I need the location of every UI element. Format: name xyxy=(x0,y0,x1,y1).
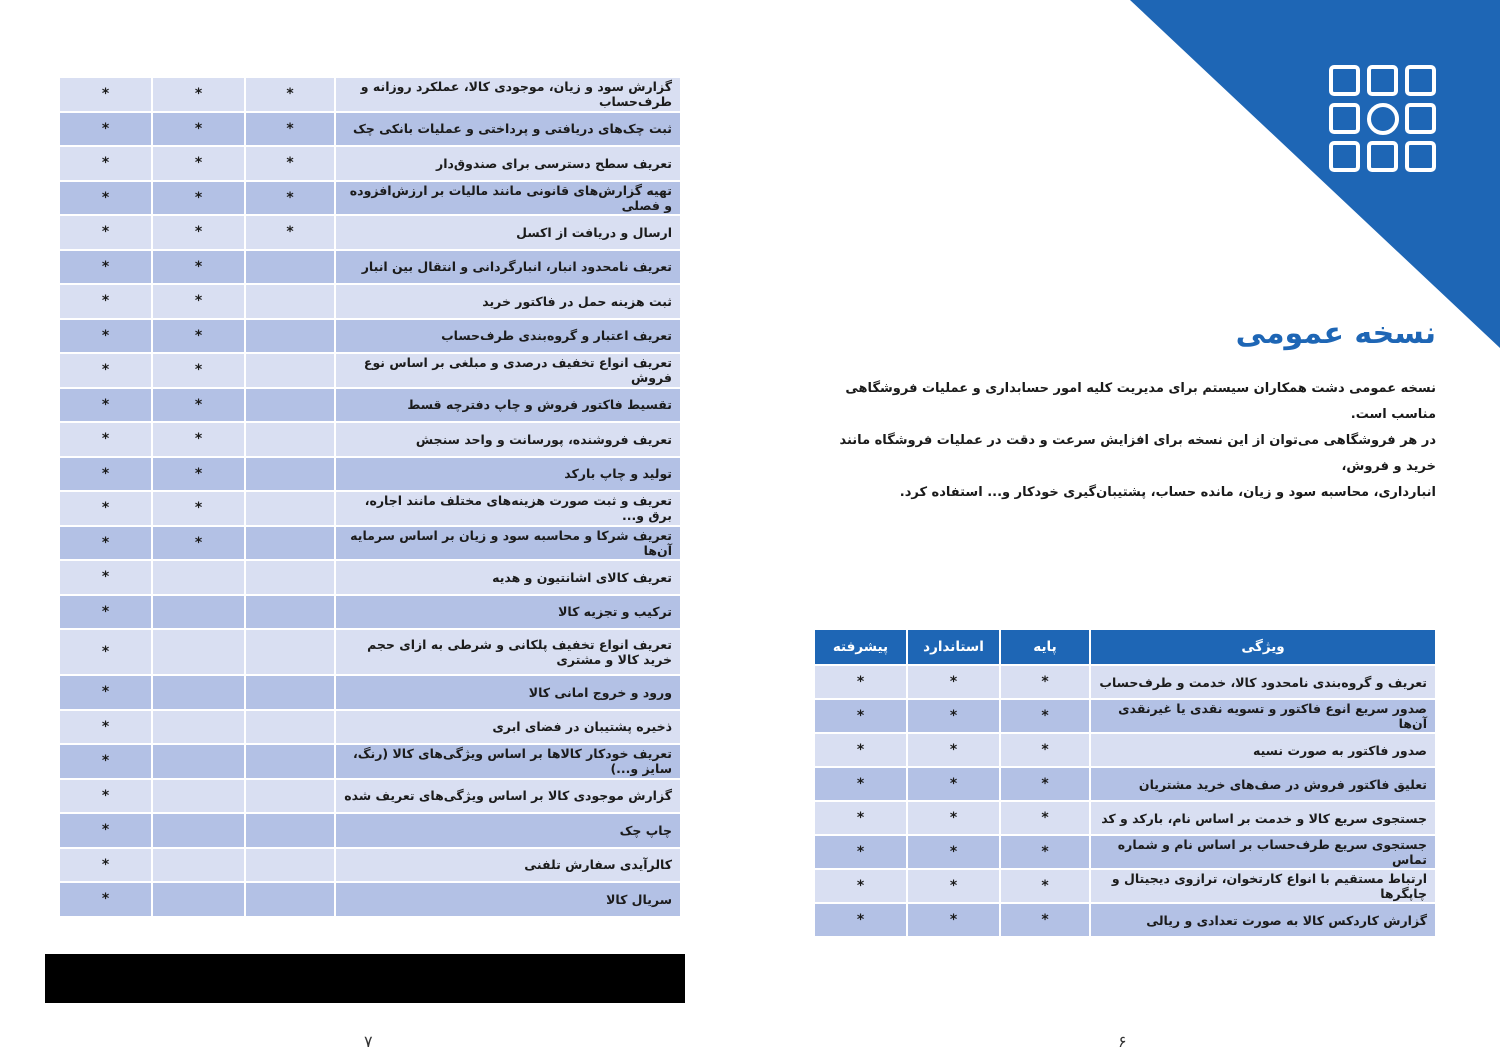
feature-cell: تعریف انواع تخفیف درصدی و مبلغی بر اساس نوع فروش xyxy=(335,353,681,388)
advanced-cell: * xyxy=(59,353,152,388)
table-row xyxy=(59,215,681,250)
standard-cell: * xyxy=(152,112,245,147)
advanced-cell: * xyxy=(59,491,152,526)
advanced-cell: * xyxy=(59,388,152,423)
standard-cell: * xyxy=(907,699,1000,733)
advanced-cell: * xyxy=(59,629,152,675)
advanced-cell: * xyxy=(59,284,152,319)
advanced-cell: * xyxy=(59,457,152,492)
basic-cell: * xyxy=(245,77,335,112)
basic-cell xyxy=(245,813,335,848)
advanced-cell: * xyxy=(59,779,152,814)
feature-cell: صدور سریع انوع فاکتور و تسویه نقدی یا غیرنقدی آن‌ها xyxy=(1090,699,1436,733)
advanced-cell: * xyxy=(59,250,152,285)
standard-cell xyxy=(152,560,245,595)
feature-cell: کالرآیدی سفارش تلفنی xyxy=(335,848,681,883)
standard-cell: * xyxy=(152,526,245,561)
table-row xyxy=(59,353,681,388)
feature-cell: ثبت هزینه حمل در فاکتور خرید xyxy=(335,284,681,319)
intro-line: در هر فروشگاهی می‌توان از این نسخه برای افزایش سرعت و دقت در عملیات فروشگاه مانند خرید و فروش، xyxy=(839,433,1436,474)
feature-cell: تولید و چاپ بارکد xyxy=(335,457,681,492)
table-row xyxy=(814,733,1436,767)
feature-cell: جستجوی سریع طرف‌حساب بر اساس نام و شماره تماس xyxy=(1090,835,1436,869)
advanced-cell: * xyxy=(59,215,152,250)
feature-table-right xyxy=(813,628,1437,938)
header-advanced: پیشرفته xyxy=(814,629,907,665)
intro-line: نسخه عمومی دشت همکاران سیستم برای مدیریت کلیه امور حسابداری و عملیات فروشگاهی مناسب است. xyxy=(845,381,1436,422)
standard-cell: * xyxy=(907,903,1000,937)
table-row xyxy=(59,710,681,745)
advanced-cell: * xyxy=(814,733,907,767)
feature-cell: تعلیق فاکتور فروش در صف‌های خرید مشتریان xyxy=(1090,767,1436,801)
table-row xyxy=(814,835,1436,869)
advanced-cell: * xyxy=(59,526,152,561)
standard-cell xyxy=(152,629,245,675)
basic-cell xyxy=(245,560,335,595)
feature-cell: سریال کالا xyxy=(335,882,681,917)
feature-cell: ارتباط مستقیم با انواع کارتخوان، ترازوی دیجیتال و چاپگرها xyxy=(1090,869,1436,903)
advanced-cell: * xyxy=(59,744,152,779)
feature-cell: چاپ چک xyxy=(335,813,681,848)
standard-cell xyxy=(152,744,245,779)
advanced-cell: * xyxy=(59,595,152,630)
advanced-cell: * xyxy=(59,77,152,112)
table-row xyxy=(59,77,681,112)
standard-cell: * xyxy=(152,422,245,457)
feature-cell: صدور فاکتور به صورت نسیه xyxy=(1090,733,1436,767)
basic-cell xyxy=(245,848,335,883)
table-row xyxy=(59,250,681,285)
basic-cell xyxy=(245,675,335,710)
feature-cell: تعریف اعتبار و گروه‌بندی طرف‌حساب xyxy=(335,319,681,354)
basic-cell xyxy=(245,629,335,675)
table-row xyxy=(59,882,681,917)
feature-cell: تعریف انواع تخفیف پلکانی و شرطی به ازای حجم خرید کالا و مشتری xyxy=(335,629,681,675)
advanced-cell: * xyxy=(59,710,152,745)
basic-cell xyxy=(245,710,335,745)
standard-cell: * xyxy=(152,215,245,250)
header-feature: ویژگی xyxy=(1090,629,1436,665)
advanced-cell: * xyxy=(814,835,907,869)
table-row xyxy=(59,388,681,423)
feature-cell: گزارش سود و زیان، موجودی کالا، عملکرد روزانه و طرف‌حساب xyxy=(335,77,681,112)
table-row xyxy=(59,744,681,779)
advanced-cell: * xyxy=(59,146,152,181)
table-row xyxy=(59,848,681,883)
standard-cell: * xyxy=(152,388,245,423)
table-row xyxy=(59,457,681,492)
table-row xyxy=(59,112,681,147)
corner-triangle-decoration xyxy=(1130,0,1500,348)
table-row xyxy=(59,491,681,526)
feature-cell: تعریف خودکار کالاها بر اساس ویژگی‌های کالا (رنگ، سایز و...) xyxy=(335,744,681,779)
feature-cell: ورود و خروج امانی کالا xyxy=(335,675,681,710)
advanced-cell: * xyxy=(59,882,152,917)
feature-cell: تعریف شرکا و محاسبه سود و زیان بر اساس سرمایه آن‌ها xyxy=(335,526,681,561)
table-row xyxy=(59,595,681,630)
basic-cell: * xyxy=(1000,733,1090,767)
basic-cell: * xyxy=(1000,835,1090,869)
feature-cell: گزارش موجودی کالا بر اساس ویژگی‌های تعریف شده xyxy=(335,779,681,814)
redaction-bar xyxy=(45,954,685,1003)
advanced-cell: * xyxy=(814,903,907,937)
feature-cell: تعریف و گروه‌بندی نامحدود کالا، خدمت و طرف‌حساب xyxy=(1090,665,1436,699)
table-row xyxy=(814,699,1436,733)
standard-cell xyxy=(152,675,245,710)
standard-cell: * xyxy=(907,869,1000,903)
basic-cell xyxy=(245,744,335,779)
advanced-cell: * xyxy=(814,699,907,733)
standard-cell xyxy=(152,882,245,917)
table-row xyxy=(814,903,1436,937)
basic-cell xyxy=(245,319,335,354)
basic-cell xyxy=(245,595,335,630)
standard-cell: * xyxy=(152,250,245,285)
standard-cell: * xyxy=(152,284,245,319)
basic-cell xyxy=(245,526,335,561)
page-number-left: ۷ xyxy=(364,1032,373,1051)
page-number-right: ۶ xyxy=(1118,1032,1127,1051)
feature-cell: ترکیب و تجزیه کالا xyxy=(335,595,681,630)
standard-cell: * xyxy=(907,665,1000,699)
table-row xyxy=(59,629,681,675)
basic-cell: * xyxy=(1000,869,1090,903)
basic-cell: * xyxy=(1000,699,1090,733)
standard-cell: * xyxy=(152,181,245,216)
basic-cell xyxy=(245,284,335,319)
advanced-cell: * xyxy=(59,813,152,848)
advanced-cell: * xyxy=(814,801,907,835)
feature-cell: تعریف نامحدود انبار، انبارگردانی و انتقال بین انبار xyxy=(335,250,681,285)
feature-cell: ارسال و دریافت از اکسل xyxy=(335,215,681,250)
advanced-cell: * xyxy=(59,848,152,883)
basic-cell: * xyxy=(245,181,335,216)
grid-apps-icon xyxy=(1328,64,1438,174)
standard-cell xyxy=(152,595,245,630)
basic-cell: * xyxy=(245,146,335,181)
table-row xyxy=(59,181,681,216)
basic-cell: * xyxy=(245,112,335,147)
feature-cell: گزارش کاردکس کالا به صورت تعدادی و ریالی xyxy=(1090,903,1436,937)
intro-paragraph xyxy=(806,376,1436,506)
basic-cell: * xyxy=(1000,801,1090,835)
advanced-cell: * xyxy=(59,422,152,457)
advanced-cell: * xyxy=(59,112,152,147)
feature-cell: تعریف و ثبت صورت هزینه‌های مختلف مانند اجاره، برق و... xyxy=(335,491,681,526)
advanced-cell: * xyxy=(59,560,152,595)
standard-cell xyxy=(152,779,245,814)
advanced-cell: * xyxy=(59,675,152,710)
basic-cell: * xyxy=(1000,903,1090,937)
feature-cell: جستجوی سریع کالا و خدمت بر اساس نام، بارکد و کد xyxy=(1090,801,1436,835)
feature-cell: تعریف سطح دسترسی برای صندوق‌دار xyxy=(335,146,681,181)
standard-cell: * xyxy=(152,146,245,181)
table-row xyxy=(59,560,681,595)
advanced-cell: * xyxy=(59,319,152,354)
table-row xyxy=(59,779,681,814)
basic-cell xyxy=(245,250,335,285)
header-standard: استاندارد xyxy=(907,629,1000,665)
table-row xyxy=(814,801,1436,835)
table-row xyxy=(814,665,1436,699)
basic-cell xyxy=(245,457,335,492)
feature-cell: تهیه گزارش‌های قانونی مانند مالیات بر ارزش‌افزوده و فصلی xyxy=(335,181,681,216)
basic-cell: * xyxy=(1000,767,1090,801)
standard-cell xyxy=(152,710,245,745)
feature-cell: تقسیط فاکتور فروش و چاپ دفترچه قسط xyxy=(335,388,681,423)
table-row xyxy=(59,813,681,848)
standard-cell: * xyxy=(152,491,245,526)
basic-cell xyxy=(245,779,335,814)
table-row xyxy=(59,675,681,710)
feature-cell: ذخیره پشتیبان در فضای ابری xyxy=(335,710,681,745)
standard-cell: * xyxy=(907,733,1000,767)
table-row xyxy=(59,284,681,319)
table-row xyxy=(814,869,1436,903)
standard-cell: * xyxy=(907,801,1000,835)
standard-cell: * xyxy=(152,77,245,112)
basic-cell xyxy=(245,353,335,388)
feature-table-left xyxy=(58,76,682,918)
intro-line: انبارداری، محاسبه سود و زیان، مانده حساب، پشتیبان‌گیری خودکار و... استفاده کرد. xyxy=(899,485,1436,500)
advanced-cell: * xyxy=(814,869,907,903)
section-title: نسخه عمومی xyxy=(1235,316,1436,351)
standard-cell xyxy=(152,848,245,883)
standard-cell: * xyxy=(907,835,1000,869)
basic-cell: * xyxy=(245,215,335,250)
feature-cell: تعریف کالای اشانتیون و هدیه xyxy=(335,560,681,595)
advanced-cell: * xyxy=(814,767,907,801)
standard-cell: * xyxy=(152,457,245,492)
header-basic: پایه xyxy=(1000,629,1090,665)
table-row xyxy=(59,422,681,457)
standard-cell xyxy=(152,813,245,848)
basic-cell xyxy=(245,422,335,457)
table-row xyxy=(59,146,681,181)
basic-cell xyxy=(245,491,335,526)
advanced-cell: * xyxy=(59,181,152,216)
table-row xyxy=(59,526,681,561)
standard-cell: * xyxy=(907,767,1000,801)
table-row xyxy=(59,319,681,354)
basic-cell: * xyxy=(1000,665,1090,699)
basic-cell xyxy=(245,388,335,423)
feature-cell: تعریف فروشنده، پورسانت و واحد سنجش xyxy=(335,422,681,457)
feature-cell: ثبت چک‌های دریافتی و پرداختی و عملیات بانکی چک xyxy=(335,112,681,147)
table-row xyxy=(814,767,1436,801)
table-header-row xyxy=(814,629,1436,665)
standard-cell: * xyxy=(152,319,245,354)
advanced-cell: * xyxy=(814,665,907,699)
basic-cell xyxy=(245,882,335,917)
standard-cell: * xyxy=(152,353,245,388)
